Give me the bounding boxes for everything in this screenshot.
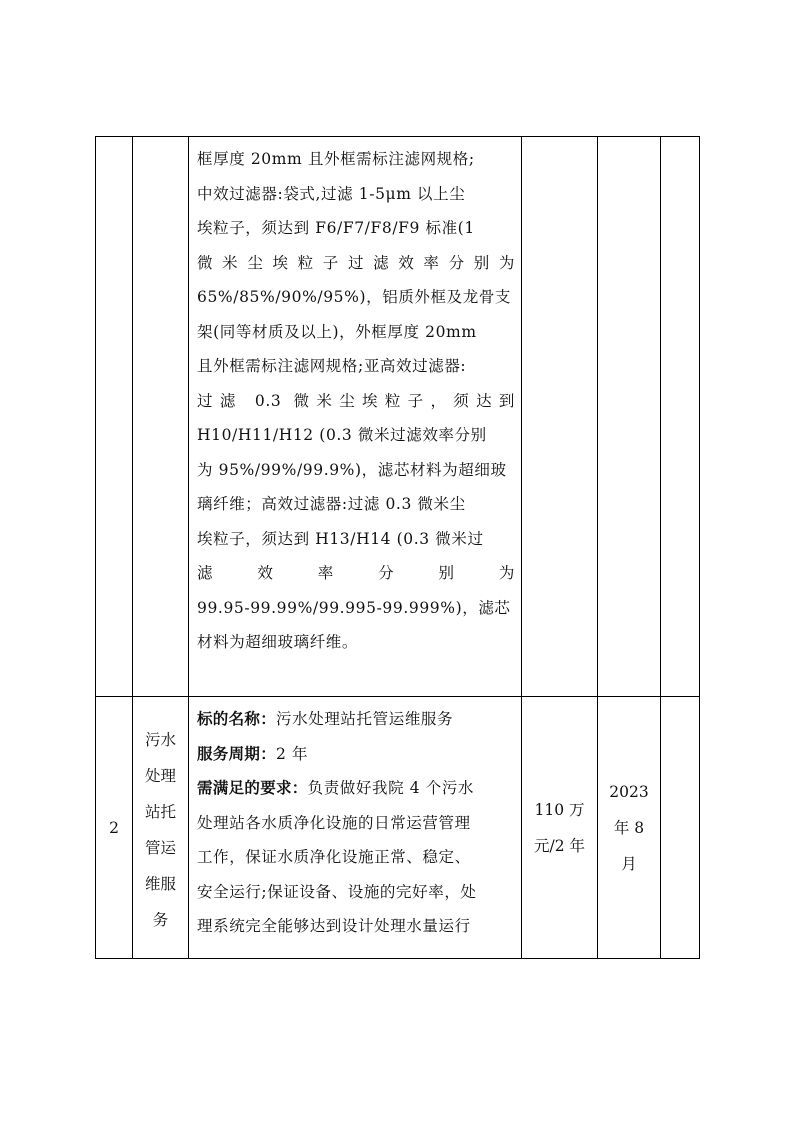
description-cell [189, 697, 522, 959]
text-line: 工作，保证水质净化设施正常、稳定、 [197, 848, 471, 866]
text-line: 埃粒子，须达到 F6/F7/F8/F9 标准(1 [197, 219, 475, 237]
text-line: 2023 [609, 782, 649, 801]
table-row [96, 697, 700, 959]
text-line: 安全运行;保证设备、设施的完好率，处 [197, 882, 477, 901]
text-line: 65%/85%/90%/95%)，铝质外框及龙骨支 [197, 288, 512, 306]
requirements-label: 需满足的要求： [197, 779, 308, 797]
requirements-first: 负责做好我院 4 个污水 [307, 779, 475, 797]
text-line: 站托 [144, 802, 176, 821]
item-name [133, 722, 188, 938]
text-line: 月 [621, 854, 637, 873]
text-line: 处理 [144, 766, 176, 785]
text-line: 微米尘埃粒子过滤效率分别为 [197, 253, 515, 272]
text-line: 材料为超细玻璃纤维。 [197, 633, 359, 651]
number-cell [96, 137, 133, 697]
period-label: 服务周期： [197, 744, 277, 763]
text-line: 埃粒子，须达到 H13/H14 (0.3 微米过 [197, 529, 484, 548]
text-line: 为 95%/99%/99.9%)，滤芯材料为超细玻 [197, 460, 507, 479]
description-text [189, 697, 521, 944]
text-line: 且外框需标注滤网规格;亚高效过滤器: [197, 357, 467, 375]
number-cell [96, 697, 133, 959]
text-line: 中效过滤器:袋式,过滤 1-5μm 以上尘 [197, 184, 466, 203]
text-line: 璃纤维；高效过滤器:过滤 0.3 微米尘 [197, 495, 466, 513]
title-label: 标的名称： [197, 710, 277, 728]
table-row [96, 137, 700, 697]
item-number: 2 [109, 818, 119, 837]
date-cell [598, 137, 661, 697]
name-cell [133, 137, 189, 697]
text-line: 理系统完全能够达到设计处理水量运行 [197, 917, 471, 935]
remarks-cell [661, 697, 700, 959]
title-value: 污水处理站托管运维服务 [276, 710, 454, 728]
text-line: 框厚度 20mm 且外框需标注滤网规格; [197, 150, 475, 168]
text-line: 99.95-99.99%/99.995-99.999%)，滤芯 [197, 598, 511, 617]
text-line: 110 万 [534, 800, 585, 819]
budget-cell [522, 137, 598, 697]
budget-cell [522, 697, 598, 959]
name-cell [133, 697, 189, 959]
date-cell [598, 697, 661, 959]
text-line: 年 8 [613, 818, 645, 837]
text-line: 元/2 年 [533, 836, 585, 855]
requirements-table [95, 136, 700, 959]
text-line: 管运 [144, 838, 176, 857]
text-line: 污水 [144, 730, 176, 749]
date-value [598, 774, 660, 882]
text-line: 处理站各水质净化设施的日常运营管理 [197, 813, 471, 832]
remarks-cell [661, 137, 700, 697]
text-line: 架(同等材质及以上)，外框厚度 20mm [197, 322, 477, 341]
period-value: 2 年 [276, 744, 309, 763]
description-cell [189, 137, 522, 697]
text-line: 滤效率分别为 [197, 564, 515, 582]
description-text [189, 137, 521, 660]
budget-amount [522, 792, 597, 864]
text-line: 务 [152, 910, 169, 929]
text-line: H10/H11/H12 (0.3 微米过滤效率分别 [197, 426, 487, 444]
text-line: 维服 [144, 874, 176, 893]
text-line: 过滤 0.3 微米尘埃粒子，须达到 [197, 391, 515, 410]
